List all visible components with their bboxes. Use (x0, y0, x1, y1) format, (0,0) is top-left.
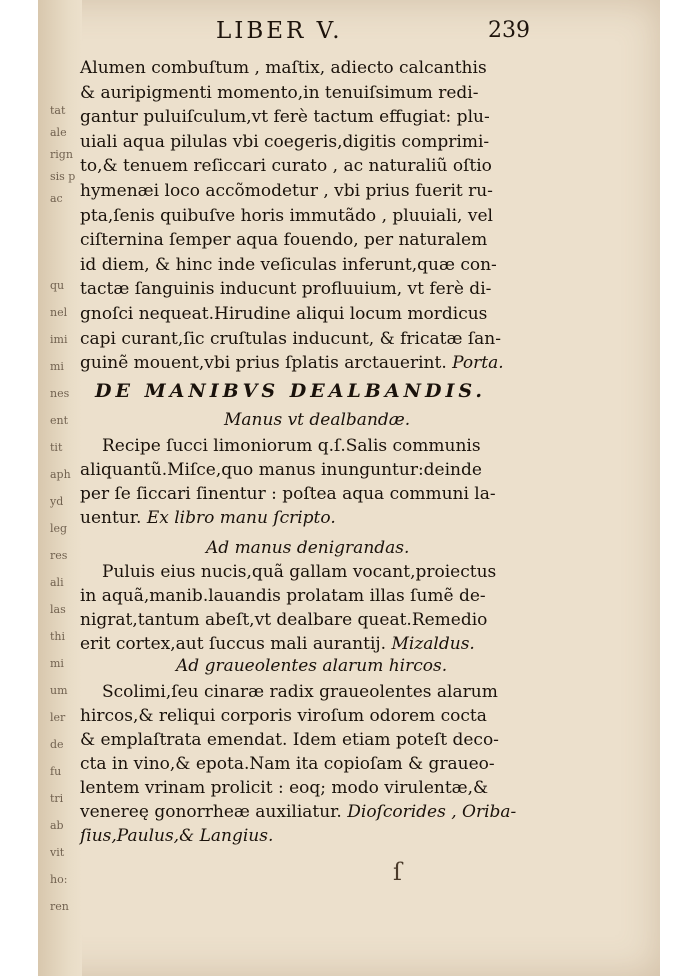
text-line (80, 302, 580, 327)
margin-fragment: nel (50, 306, 68, 319)
margin-fragment: mi (50, 657, 64, 670)
line-text: Scolimi,ſeu cinaræ radix graueolentes alarum (102, 682, 498, 702)
line-text: & emplaſtrata emendat. Idem etiam poteſt deco- (80, 730, 499, 750)
show-through-margin-upper (50, 100, 80, 210)
text-line (80, 704, 580, 728)
margin-fragment: aph (50, 468, 71, 481)
line-text: uentur. (80, 508, 142, 528)
margin-fragment: vit (50, 846, 65, 859)
text-line (80, 680, 580, 704)
margin-fragment: ent (50, 414, 69, 427)
margin-fragment: fu (50, 765, 62, 778)
margin-fragment: ab (50, 819, 64, 832)
margin-fragment: thi (50, 630, 66, 643)
line-text: capi curant,ſic cruſtulas inducunt, & fricatæ ſan- (80, 328, 501, 349)
margin-fragment: yd (50, 495, 64, 508)
line-text: cta in vino,& epota.Nam ita copioſam & graueo- (80, 754, 495, 774)
text-line (80, 824, 580, 848)
line-text: hymenæi loco accõmodetur , vbi prius fuerit ru- (80, 180, 493, 201)
citation: Porta. (452, 353, 504, 374)
margin-fragment: res (50, 549, 68, 562)
margin-fragment: las (50, 603, 66, 616)
line-text: erit cortex,aut ſuccus mali aurantij. (80, 634, 387, 654)
text-line (80, 228, 580, 253)
line-text: lentem vrinam prolicit : eoq; modo virulentæ,& (80, 778, 489, 798)
citation: Ex libro manu ſcripto. (146, 508, 336, 528)
text-line (80, 154, 580, 179)
margin-fragment: ali (50, 576, 64, 589)
line-text: venereę gonorrheæ auxiliatur. (80, 802, 342, 822)
text-line (80, 482, 580, 506)
margin-fragment: tat (50, 104, 66, 117)
text-line (80, 800, 580, 824)
text-line (80, 56, 580, 81)
recipe-title-3: Ad graueolentes alarum hircos. (176, 656, 448, 676)
text-block-1 (80, 56, 580, 376)
line-text: uiali aqua pilulas vbi coegeris,digitis comprimi- (80, 131, 490, 152)
margin-fragment: de (50, 738, 64, 751)
margin-fragment: ren (50, 900, 69, 913)
recipe-title-2: Ad manus denigrandas. (206, 538, 410, 558)
line-text: aliquantũ.Miſce,quo manus inunguntur:deinde (80, 460, 482, 480)
text-line (80, 204, 580, 229)
margin-fragment: imi (50, 333, 68, 346)
catchmark: ſ (393, 858, 402, 886)
margin-fragment: nes (50, 387, 70, 400)
margin-fragment: ale (50, 126, 67, 139)
citation: ſius,Paulus,& Langius. (80, 826, 274, 846)
citation: Dioſcorides , Oriba- (347, 802, 517, 822)
text-line (80, 434, 580, 458)
text-line (80, 752, 580, 776)
margin-fragment: tri (50, 792, 64, 805)
line-text: pta,ſenis quibuſve horis immutãdo , pluuiali, vel (80, 205, 493, 226)
margin-fragment: ho: (50, 873, 68, 886)
line-text: Alumen combuſtum , maſtix, adiecto calcanthis (80, 58, 487, 78)
text-line (80, 130, 580, 155)
margin-fragment: rign (50, 148, 73, 161)
show-through-margin-lower (50, 272, 80, 920)
line-text: nigrat,tantum abeſt,vt dealbare queat.Remedio (80, 610, 488, 630)
section-heading: DE MANIBVS DEALBANDIS. (95, 380, 486, 402)
text-line (80, 277, 580, 302)
line-text: tactæ ſanguinis inducunt profluuium, vt ferè di- (80, 279, 492, 300)
margin-fragment: qu (50, 279, 65, 292)
line-text: gantur puluiſculum,vt ferè tactum effugiat: plu- (80, 107, 490, 128)
text-line (80, 584, 580, 608)
line-text: ciſternina ſemper aqua fouendo, per naturalem (80, 230, 488, 251)
recipe-1-text (80, 434, 580, 530)
margin-fragment: ler (50, 711, 66, 724)
margin-fragment: ac (50, 192, 63, 205)
recipe-title-1: Manus vt dealbandæ. (224, 410, 411, 430)
book-page (38, 0, 660, 976)
text-line (80, 327, 580, 352)
text-line (80, 728, 580, 752)
line-text: guinẽ mouent,vbi prius ſplatis arctauerint. (80, 353, 447, 374)
line-text: gnoſci nequeat.Hirudine aliqui locum mordicus (80, 303, 488, 324)
line-text: in aquã,manib.lauandis prolatam illas ſumẽ de- (80, 586, 486, 606)
text-line (80, 506, 580, 530)
text-line (80, 560, 580, 584)
margin-fragment: sis p (50, 170, 76, 183)
text-line (80, 105, 580, 130)
text-line (80, 458, 580, 482)
margin-fragment: mi (50, 360, 64, 373)
text-line (80, 776, 580, 800)
text-line (80, 632, 580, 656)
page-number: 239 (488, 18, 530, 43)
line-text: id diem, & hinc inde veſiculas inferunt,quæ con- (80, 254, 497, 275)
citation: Mizaldus. (391, 634, 475, 654)
line-text: & auripigmenti momento,in tenuiſsimum redi- (80, 82, 479, 103)
margin-fragment: um (50, 684, 68, 697)
line-text: per ſe ſiccari ſinentur : poſtea aqua communi la- (80, 484, 496, 504)
text-line (80, 351, 580, 376)
line-text: Recipe ſucci limoniorum q.ſ.Salis communis (102, 436, 481, 456)
line-text: to,& tenuem reſiccari curato , ac naturaliũ oſtio (80, 156, 492, 177)
recipe-3-text (80, 680, 580, 848)
text-line (80, 608, 580, 632)
line-text: hircos,& reliqui corporis viroſum odorem cocta (80, 706, 487, 726)
recipe-2-text (80, 560, 580, 656)
text-line (80, 81, 580, 106)
text-line (80, 179, 580, 204)
running-title: LIBER V. (216, 18, 343, 44)
text-line (80, 253, 580, 278)
margin-fragment: leg (50, 522, 68, 535)
margin-fragment: tit (50, 441, 63, 454)
line-text: Puluis eius nucis,quã gallam vocant,proiectus (102, 562, 497, 582)
